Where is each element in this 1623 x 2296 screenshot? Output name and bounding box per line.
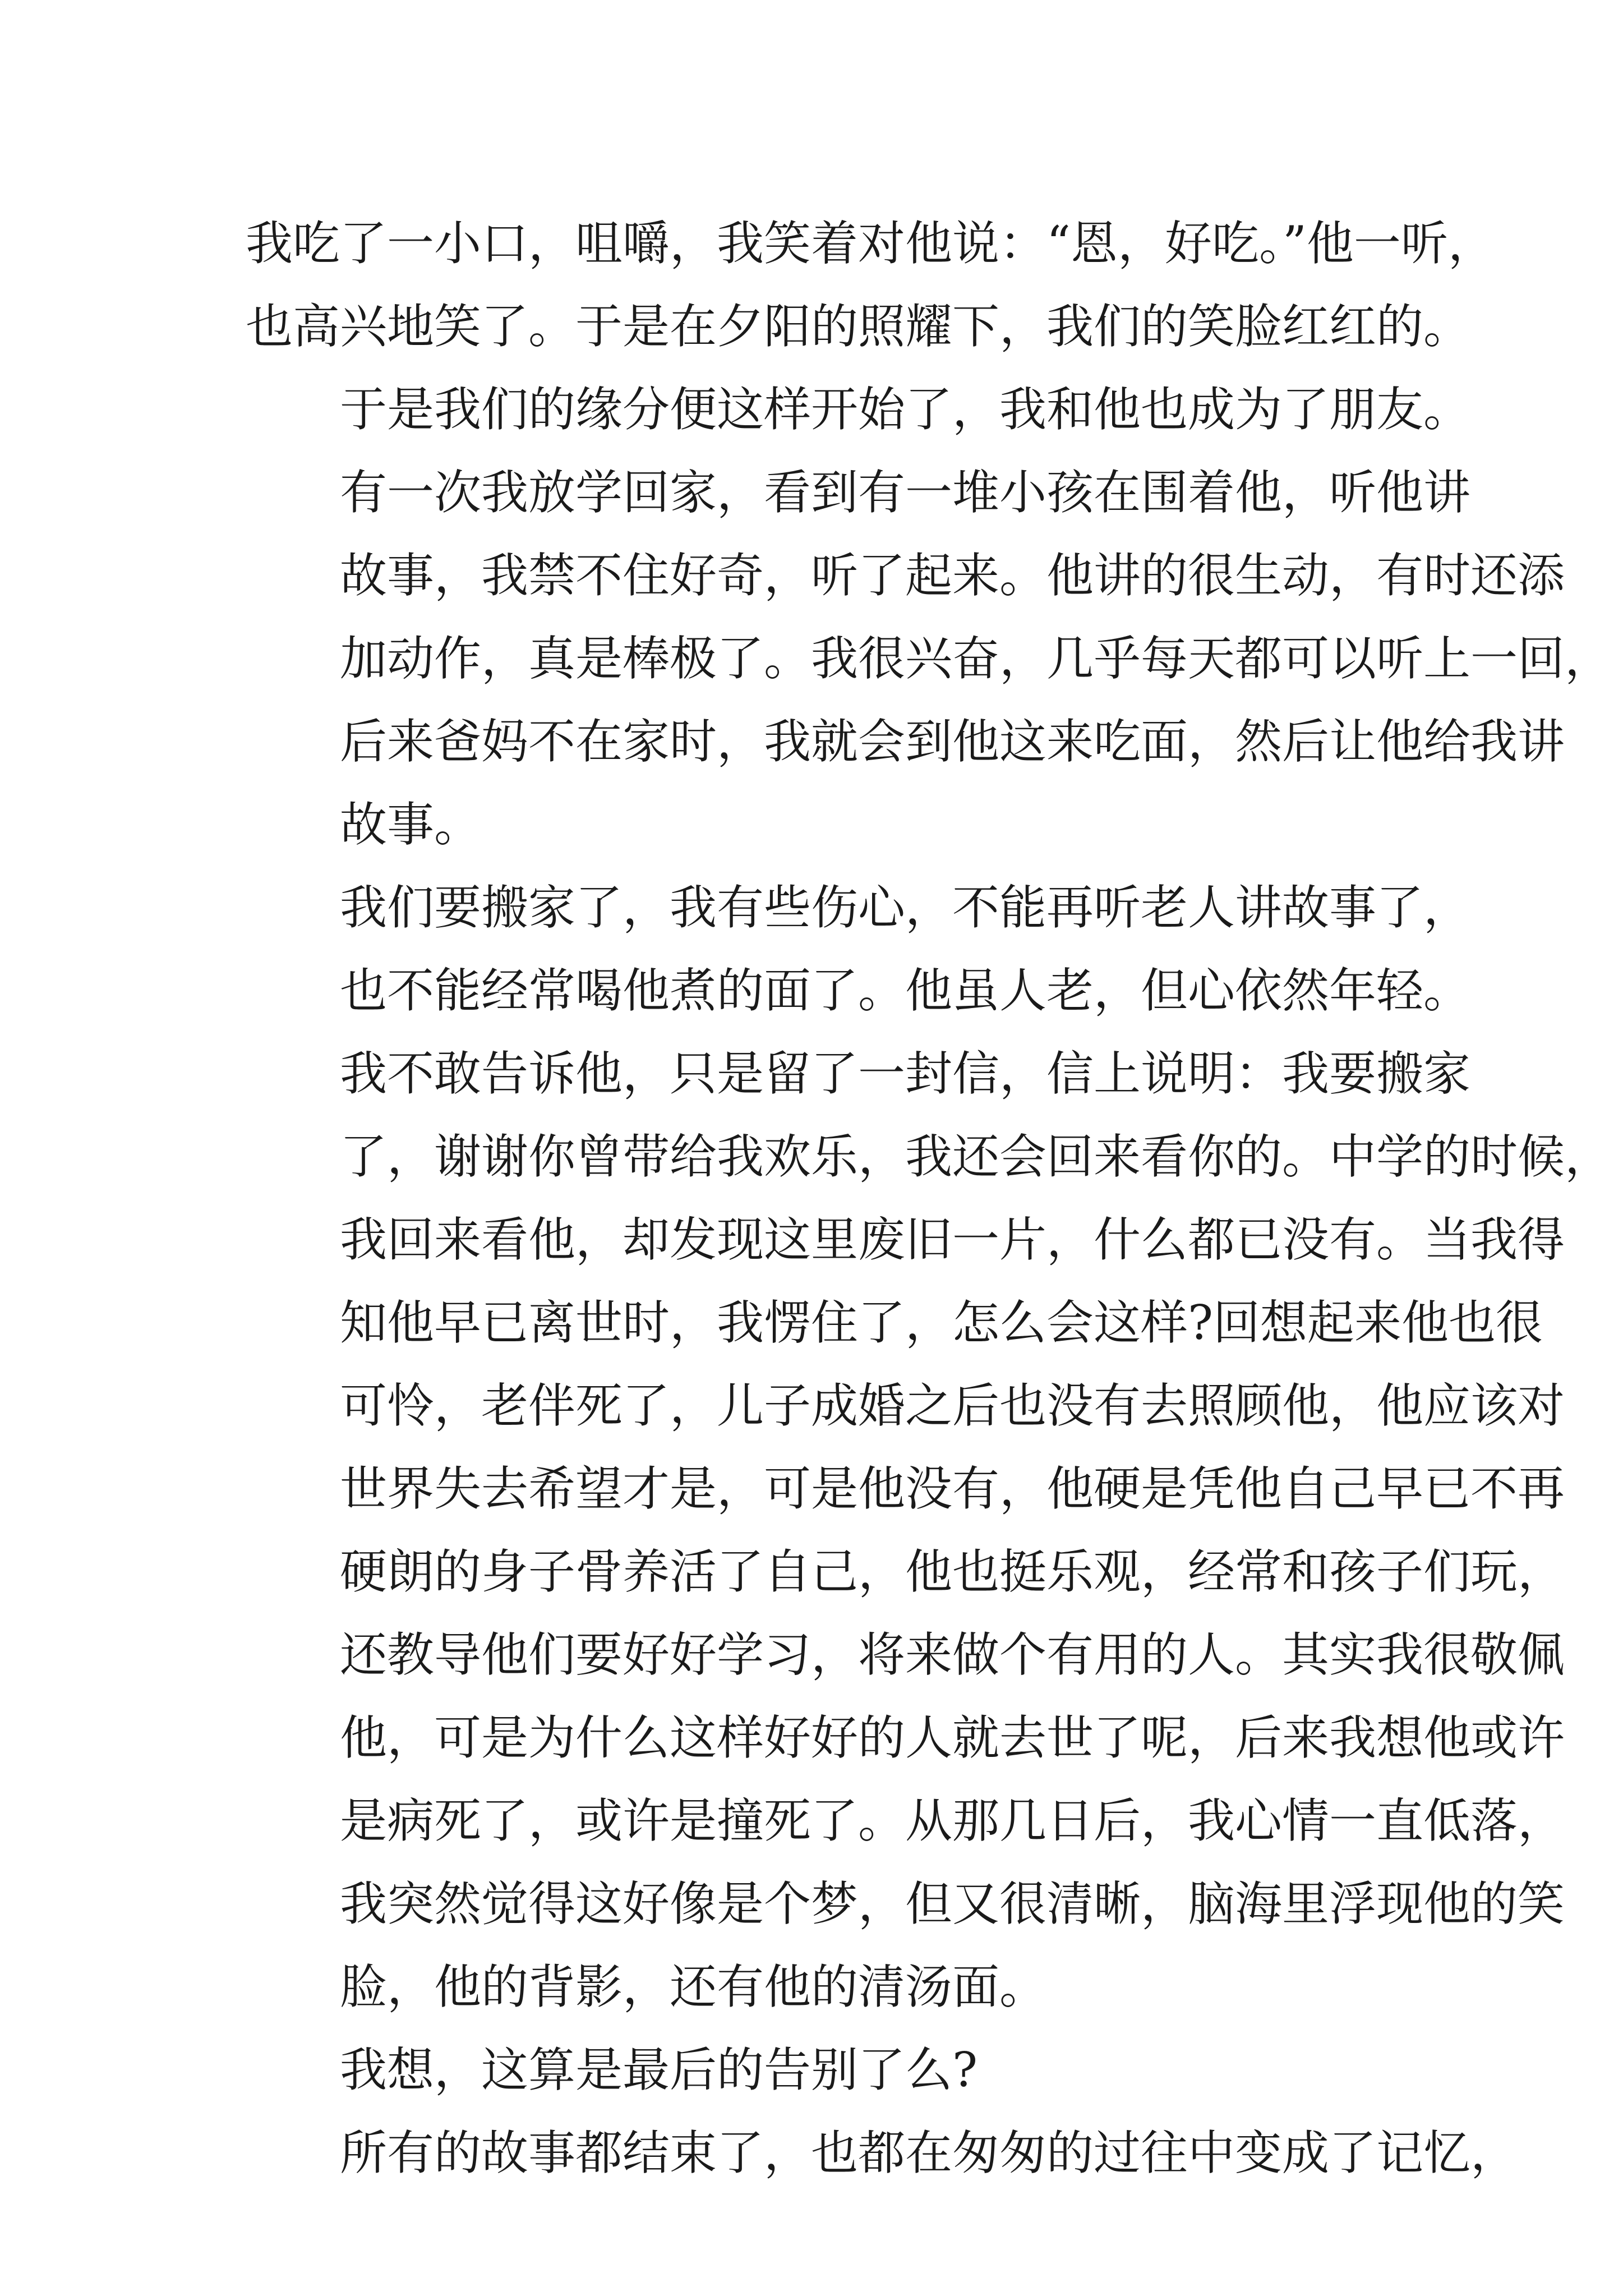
text-line: 是病死了，或许是撞死了。从那几日后，我心情一直低落， [340,1793,1565,1848]
text-line: 脸，他的背影，还有他的清汤面。 [340,1959,1047,2014]
paragraph-3 [246,451,1612,866]
text-line: 我想，这算是最后的告别了么? [340,2042,978,2097]
text-line: 了，谢谢你曾带给我欢乐，我还会回来看你的。中学的时候， [340,1129,1612,1184]
text-line: 我们要搬家了，我有些伤心，不能再听老人讲故事了， [340,880,1471,935]
paragraph-7 [246,2111,1518,2194]
text-line: 世界失去希望才是，可是他没有，他硬是凭他自己早已不再 [340,1461,1565,1516]
text-line: 他，可是为什么这样好好的人就去世了呢，后来我想他或许 [340,1710,1565,1765]
text-line: 我不敢告诉他，只是留了一封信，信上说明：我要搬家 [340,1046,1471,1101]
text-line: 后来爸妈不在家时，我就会到他这来吃面，然后让他给我讲 [340,714,1565,769]
text-line: 所有的故事都结束了，也都在匆匆的过往中变成了记忆， [340,2125,1518,2180]
body-text [246,202,1612,2194]
text-line: 知他早已离世时，我愣住了，怎么会这样?回想起来他也很 [340,1295,1543,1350]
paragraph-1 [246,202,1495,368]
paragraph-5 [246,1032,1612,2028]
paragraph-4 [246,866,1471,1032]
text-line: 有一次我放学回家，看到有一堆小孩在围着他，听他讲 [340,465,1471,520]
paragraph-6 [246,2028,1429,2111]
text-line: 硬朗的身子骨养活了自己，他也挺乐观，经常和孩子们玩， [340,1544,1565,1599]
text-line: 可怜，老伴死了，儿子成婚之后也没有去照顾他，他应该对 [340,1378,1565,1433]
text-line: 故事，我禁不住好奇，听了起来。他讲的很生动，有时还添 [340,548,1565,603]
text-line: 还教导他们要好好学习，将来做个有用的人。其实我很敬佩 [340,1627,1565,1682]
text-line: 也不能经常喝他煮的面了。他虽人老，但心依然年轻。 [340,963,1471,1018]
text-line: 故事。 [340,797,482,852]
text-line: 加动作，真是棒极了。我很兴奋，几乎每天都可以听上一回， [340,631,1612,686]
text-line: 我突然觉得这好像是个梦，但又很清晰，脑海里浮现他的笑 [340,1876,1565,1931]
text-line: 于是我们的缘分便这样开始了，我和他也成为了朋友。 [340,382,1471,437]
text-line: 我吃了一小口，咀嚼，我笑着对他说：“恩，好吃。”他一听， [246,216,1495,271]
text-line: 也高兴地笑了。于是在夕阳的照耀下，我们的笑脸红红的。 [246,299,1471,354]
paragraph-2 [246,368,1471,451]
text-line: 我回来看他，却发现这里废旧一片，什么都已没有。当我得 [340,1212,1565,1267]
